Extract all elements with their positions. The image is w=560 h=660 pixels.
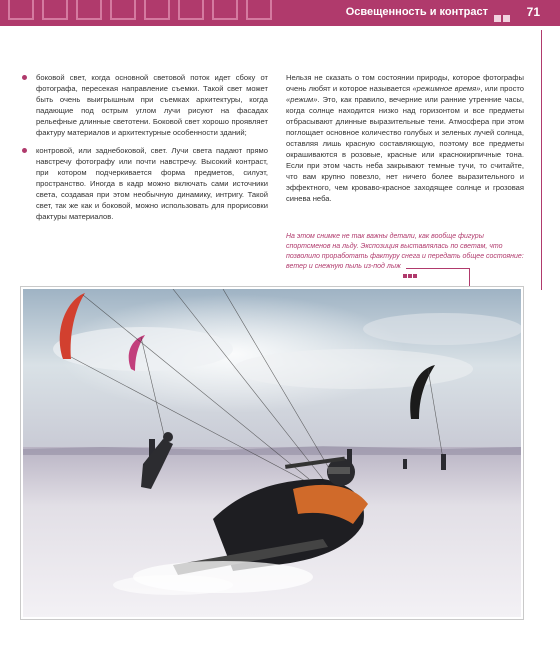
section-title: Освещенность и контраст (345, 6, 488, 18)
paragraph-text: . Это, как правило, вечерние или ранние утренние часы, когда солнце находится низко над горизонтом и все предметы отбрасывают длинные выразительные тени. Атмосфера при этом поглощает основное количество голубых и зеленых лучей солнца, оставляя лишь красную составляющую, поэтому все предметы окрашиваются в розовые, красные или краснокирпичные тона. Если при этом часть неба закрывают темные тучи, то считайте, что вам крупно повезло, нет ничего более выразительного и эффектного, чем кроваво-красное заходящее солнце и грозовая синева неба. (286, 95, 524, 203)
list-item-text: боковой свет, когда основной световой поток идет сбоку от фотографа, пересекая направление съемки. Такой свет может быть очень выигрышным при съемках архитектуры, когда падающие под острым углом лучи рисуют на фасадах рельефные длинные светотени. Боковой свет хорошо проявляет фактуру материалов и архитектурные особенности зданий; (36, 73, 268, 137)
list-item (20, 72, 268, 138)
caption-leader-line (469, 268, 470, 288)
term-regime: «режим» (286, 95, 318, 104)
photo-frame (20, 286, 524, 620)
right-column (286, 72, 524, 204)
caption-leader-line (406, 268, 470, 269)
page-header (0, 0, 560, 26)
term-regime-time: «режимное время» (412, 84, 481, 93)
left-column (20, 72, 268, 229)
list-item (20, 145, 268, 222)
margin-rule (541, 30, 542, 290)
paragraph-text: , или просто (480, 84, 524, 93)
photo-caption: На этом снимке не так важны детали, как вообще фигуры спортсменов на льду. Экспозиция выставлялась по светам, что позволило проработать фактуру снега и передать общее состояние: ветер и снежную пыль из-под лыж (286, 233, 524, 270)
list-item-text: контровой, или заднебоковой, свет. Лучи света падают прямо навстречу фотографу или почти навстречу. Высокий контраст, при котором подчеркивается форма предметов, силуэт, пространство. Иногда в кадр можно включать сами источники света, создавая при этом необычную динамику, интригу. Такой свет, так же как и боковой, можно использовать для прорисовки фактуры материалов. (36, 146, 268, 221)
bullet-icon (22, 148, 27, 153)
header-marks (492, 9, 510, 17)
bullet-icon (22, 75, 27, 80)
page-number: 71 (526, 5, 540, 19)
kitesurfing-photo (23, 289, 521, 617)
paragraph-text: Нельзя не сказать о том состоянии природы, которое фотографы очень любят и которое называется (286, 73, 524, 93)
